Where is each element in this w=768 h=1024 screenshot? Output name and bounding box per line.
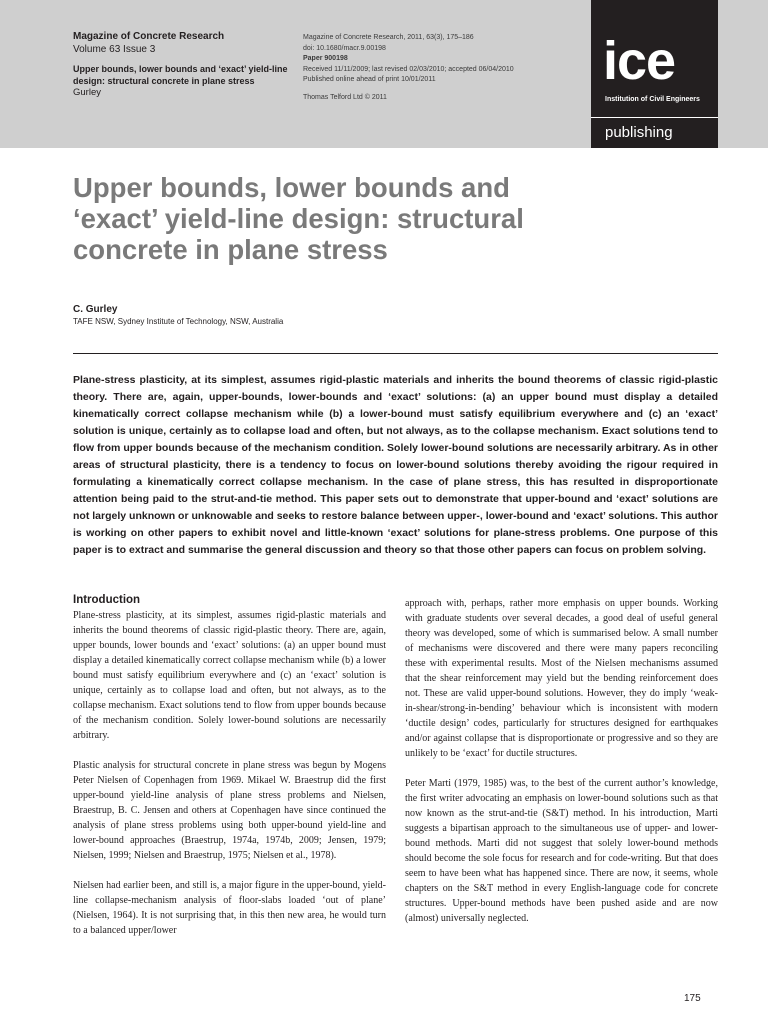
journal-header bbox=[0, 0, 768, 148]
logo-subtitle: Institution of Civil Engineers bbox=[605, 96, 700, 103]
published-date: Published online ahead of print 10/01/2011 bbox=[303, 76, 436, 83]
paper-number: Paper 900198 bbox=[303, 55, 348, 62]
paragraph: approach with, perhaps, rather more emphasis on upper bounds. Working with graduate students over several decades, a good deal of useful general theory was developed, some of which is summarised below. A small number of mechanisms were discovered and there were many papers reconciling these with experimental results. Most of the Nielsen mechanisms assumed that the shear reinforcement may yield but the bending reinforcement does not. These are valid upper-bound solutions. However, they do imply ‘weak-in-shear/strong-in-bending’ behaviour which is inconsistent with modern ‘ductile design’ codes, particularly for structures designed for earthquakes and/or against collapse that is disproportionate or progressive and so they are unlikely to be ‘exact’ for ductile structures. bbox=[405, 598, 718, 759]
copyright: Thomas Telford Ltd © 2011 bbox=[303, 93, 387, 101]
running-title: Upper bounds, lower bounds and ‘exact’ yield-line design: structural concrete in plane stress bbox=[73, 64, 288, 86]
logo-mark: ice bbox=[603, 31, 676, 91]
citation: Magazine of Concrete Research, 2011, 63(3), 175–186 bbox=[303, 34, 474, 41]
left-column bbox=[73, 593, 386, 953]
author-name: C. Gurley bbox=[73, 304, 118, 315]
abstract: Plane-stress plasticity, at its simplest, assumes rigid-plastic materials and inherits the bound theorems of classic rigid-plastic theory. There are, again, upper-bounds, lower-bounds and ‘exact’ solutions: (a) an upper bound must display a detailed kinematically correct collapse mechanism while (b) a lower-bound must satisfy equilibrium everywhere and (c) an ‘exact’ solution is unique, certainly as to collapse load and often, but not always, as to the collapse mechanism. Exact solutions tend to flow from upper bounds because of the mechanism condition. Solely lower-bound solutions are necessarily arbitrary. As in other areas of structural plasticity, there is a tendency to focus on lower-bound solutions thereby avoiding the rigour required in formulating a kinematically correct collapse mechanism. In the case of plane stress, this has resulted in disproportionate attention being paid to the strut-and-tie method. This paper sets out to demonstrate that upper-bound and ‘exact’ solutions are not largely unknown or unknowable and seeks to restore balance between upper-, lower-bound and ‘exact’ solutions. This author is working on other papers to exhibit novel and little-known ‘exact’ solutions for plane-stress problems. One purpose of this paper is to extract and summarise the general discussion and theory so that those other papers can focus on problem solving. bbox=[73, 374, 718, 556]
journal-volume: Volume 63 Issue 3 bbox=[73, 44, 156, 55]
publication-info bbox=[303, 33, 563, 103]
page-number: 175 bbox=[684, 993, 701, 1004]
paragraph: Nielsen had earlier been, and still is, a major figure in the upper-bound, yield-line collapse-mechanism analysis of floor-slabs loaded ‘out of plane’ (Nielsen, 1964). It is not surprising that, in this then new area, he would turn to a balanced upper/lower bbox=[73, 880, 386, 936]
header-left-block bbox=[73, 30, 293, 99]
logo-divider bbox=[591, 117, 718, 118]
received-dates: Received 11/11/2009; last revised 02/03/2010; accepted 06/04/2010 bbox=[303, 65, 514, 73]
logo-publishing: publishing bbox=[605, 124, 673, 141]
divider bbox=[73, 353, 718, 354]
paragraph: Plane-stress plasticity, at its simplest, assumes rigid-plastic materials and inherits the bound theorems of classic rigid-plastic theory. There are, again, upper bounds, lower bounds and ‘exact’ solutions: (a) an upper bound must display a detailed kinematically correct collapse mechanism while (b) a lower bound must satisfy equilibrium everywhere and (c) an ‘exact’ solution is unique, certainly as to collapse load and often, but not always, as to the collapse mechanism. Exact solutions tend to flow from upper bounds because of the mechanism condition. Solely lower-bound solutions are necessarily arbitrary. bbox=[73, 610, 386, 741]
ice-publishing-logo bbox=[591, 0, 718, 148]
section-heading: Introduction bbox=[73, 594, 141, 606]
article-title: Upper bounds, lower bounds and ‘exact’ yield-line design: structural concrete in plane stress bbox=[73, 172, 524, 265]
right-column bbox=[405, 596, 718, 941]
running-author: Gurley bbox=[73, 87, 101, 98]
paragraph: Plastic analysis for structural concrete in plane stress was begun by Mogens Peter Nielsen of Copenhagen from 1969. Mikael W. Braestrup did the first upper-bound yield-line analysis of plane stress problems and Nielsen, Braestrup, B. C. Jensen and others at Copenhagen have since continued the analysis of plane stress problems using both upper-bound yield-line and lower-bound approaches (Braestrup, 1974a, 1974b, 2009; Jensen, 1979; Nielsen, 1999; Nielsen and Braestrup, 1975; Nielsen et al., 1978). bbox=[73, 760, 386, 861]
paragraph: Peter Marti (1979, 1985) was, to the best of the current author’s knowledge, the first writer advocating an emphasis on lower-bound solutions such as that now known as the strut-and-tie (S&T) method. In his introduction, Marti suggests a bipartisan approach to the simultaneous use of upper- and lower-bound methods. Marti did not suggest that solely lower-bound methods should become the sole focus for research and for code-writing. But that does seem to have been what has happened since. There are now, it seems, whole chapters on the S&T method in every English-language code for concrete structures. Upper-bound methods have been pushed aside and are now (almost) universally neglected. bbox=[405, 778, 718, 924]
author-affiliation: TAFE NSW, Sydney Institute of Technology, NSW, Australia bbox=[73, 317, 284, 326]
doi: doi: 10.1680/macr.9.00198 bbox=[303, 44, 386, 52]
journal-name: Magazine of Concrete Research bbox=[73, 31, 225, 42]
